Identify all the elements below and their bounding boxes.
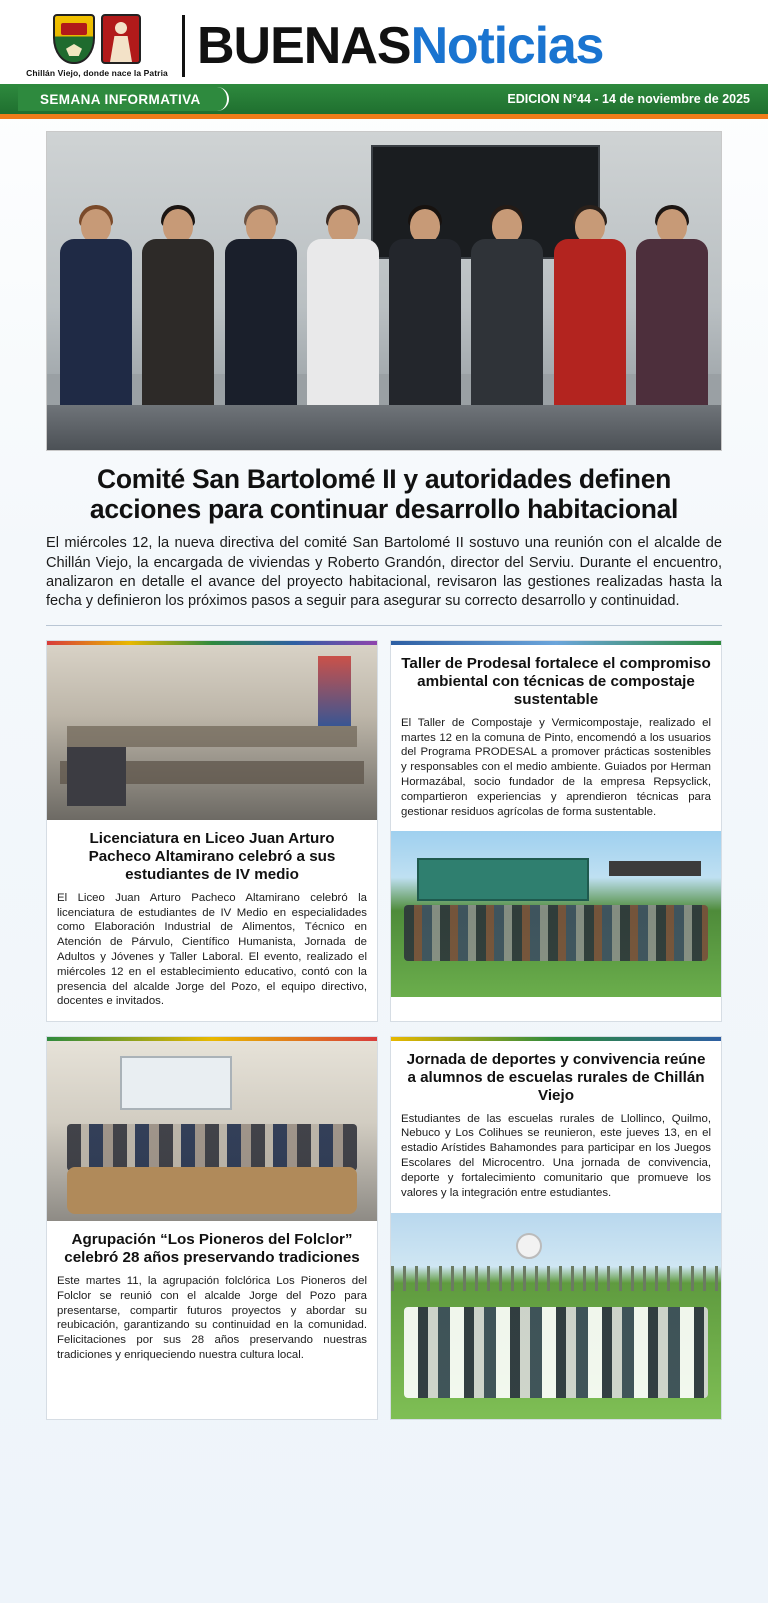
card-title: Taller de Prodesal fortalece el compromiso ambiental con técnicas de compostaje sustentable xyxy=(401,655,711,708)
masthead xyxy=(0,0,768,84)
card-photo xyxy=(47,645,377,820)
lead-headline: Comité San Bartolomé II y autoridades definen acciones para continuar desarrollo habitacional xyxy=(89,464,679,524)
card-photo xyxy=(391,1213,721,1419)
section-label: SEMANA INFORMATIVA xyxy=(18,87,229,111)
crest-icons xyxy=(53,14,141,64)
edition-label: EDICION N°44 - 14 de noviembre de 2025 xyxy=(507,92,750,106)
card-body: Este martes 11, la agrupación folclórica Los Pioneros del Folclor se reunió con el alcalde Jorge del Pozo para presentarse, compartir futuros proyectos y abordar su reubicación, garantizando su continuidad en la comunidad. Felicitaciones por sus 28 años preservando nuestras tradiciones y enriqueciendo nuestra cultura local. xyxy=(57,1274,367,1362)
story-card-deportes[interactable] xyxy=(390,1036,722,1419)
card-body: El Liceo Juan Arturo Pacheco Altamirano celebró la licenciatura de estudiantes de IV Medio en especialidades como Elaboración Industrial de Alimentos, Técnico en Atención de Párvulo, Científico Humanista, Jornada de Adultos y Jóvenes y Taller Laboral. El evento, realizado el miércoles 12 en el establecimiento educativo, contó con la presencia del alcalde Jorge del Pozo, el equipo directivo, docentes e invitados. xyxy=(57,891,367,1008)
section-bar xyxy=(0,84,768,114)
card-body: El Taller de Compostaje y Vermicompostaje, realizado el martes 12 en la comuna de Pinto, encomendó a los usuarios del Programa PRODESAL a promover prácticas sostenibles y responsables con el medio ambiente. Guiados por Herman Hormazábal, socio fundador de la empresa Repsyclick, compartieron experiencias y aprendieron técnicas para gestionar residuos agrícolas de forma sustentable. xyxy=(401,716,711,818)
title-primary: BUENAS xyxy=(197,17,411,75)
lead-story xyxy=(0,119,768,626)
masthead-title xyxy=(182,15,750,77)
story-grid xyxy=(0,626,768,1419)
crest-caption: Chillán Viejo, donde nace la Patria xyxy=(26,68,168,78)
story-card-pioneros[interactable] xyxy=(46,1036,378,1419)
card-photo xyxy=(47,1041,377,1221)
card-photo xyxy=(391,831,721,997)
card-title: Agrupación “Los Pioneros del Folclor” celebró 28 años preservando tradiciones xyxy=(64,1231,360,1267)
story-card-prodesal[interactable] xyxy=(390,640,722,1022)
lead-body: El miércoles 12, la nueva directiva del comité San Bartolomé II sostuvo una reunión con el alcalde de Chillán Viejo, la encargada de viviendas y Roberto Grandón, director del Serviu. Durante el encuentro, analizaron en detalle el avance del proyecto habitacional, revisaron las gestiones realizadas hasta la fecha y definieron los próximos pasos a seguir para asegurar su correcto desarrollo y continuidad. xyxy=(46,534,722,626)
title-secondary: Noticias xyxy=(410,17,604,75)
card-body: Estudiantes de las escuelas rurales de Llollinco, Quilmo, Nebuco y Los Colihues se reunieron, este jueves 13, en el estadio Arístides Bahamondes para participar en los Juegos Escolares del Microcentro. Una jornada de convivencia, deporte y fortalecimiento comunitario que promueve los valores y la integración entre estudiantes. xyxy=(401,1112,711,1199)
coat-of-arms-icon xyxy=(53,14,95,64)
warrior-emblem-icon xyxy=(101,14,141,64)
story-card-licenciatura[interactable] xyxy=(46,640,378,1022)
lead-photo xyxy=(46,131,722,451)
card-title: Licenciatura en Liceo Juan Arturo Pacheco Altamirano celebró a sus estudiantes de IV medio xyxy=(88,830,336,883)
card-title: Jornada de deportes y convivencia reúne a alumnos de escuelas rurales de Chillán Viejo xyxy=(406,1051,706,1104)
crest-block xyxy=(22,14,172,78)
